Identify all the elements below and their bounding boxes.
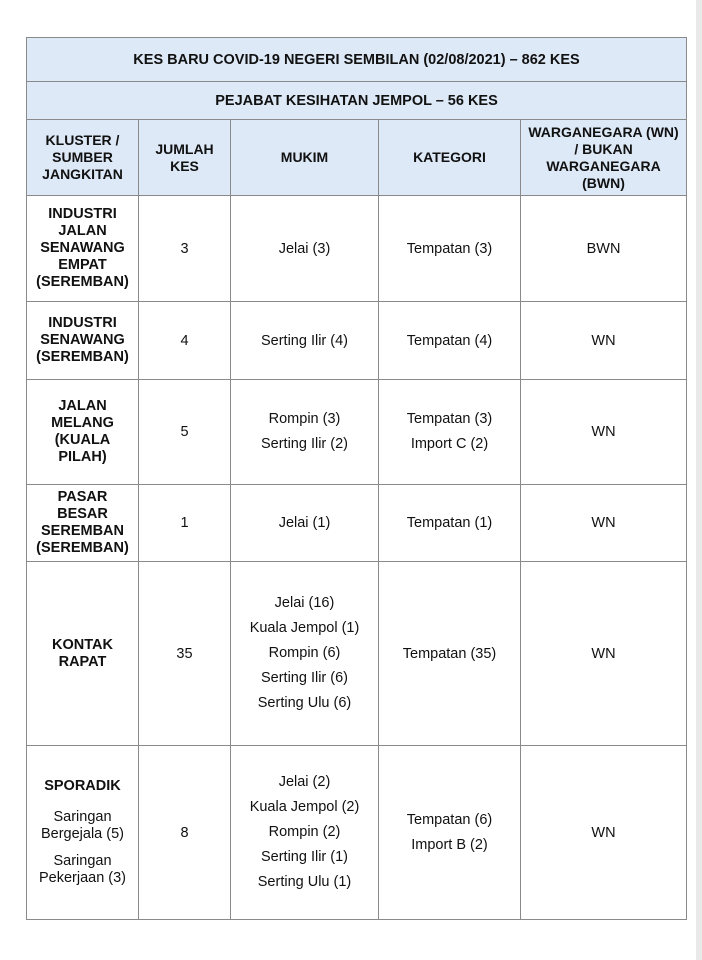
covid-cases-table [26, 37, 687, 920]
header-cluster-line: KLUSTER / [45, 132, 120, 148]
header-cluster-line: JANGKITAN [42, 166, 123, 182]
cluster-sub-line: Pekerjaan (3) [38, 870, 127, 886]
category-line: Import B (2) [411, 836, 488, 853]
mukim-line: Kuala Jempol (1) [249, 620, 360, 636]
cluster-line: JALAN [58, 398, 107, 414]
table-row [27, 485, 687, 562]
cluster-title: SPORADIK [44, 778, 121, 794]
cluster-line: (SEREMBAN) [36, 274, 129, 290]
citizen-cell: BWN [521, 196, 687, 302]
cluster-sub-line: Saringan [53, 809, 112, 825]
table-title: KES BARU COVID-19 NEGERI SEMBILAN (02/08/2021) – 862 KES [27, 38, 687, 82]
mukim-cell [231, 746, 379, 920]
category-line: Import C (2) [410, 436, 489, 452]
cluster-line: INDUSTRI [48, 206, 117, 222]
mukim-cell [231, 380, 379, 485]
mukim-cell: Serting Ilir (4) [231, 302, 379, 380]
total-cell: 5 [139, 380, 231, 485]
cluster-line: (KUALA [54, 432, 111, 448]
mukim-line: Rompin (6) [268, 645, 341, 661]
header-citizen-line: / BUKAN [574, 140, 633, 157]
category-cell: Tempatan (35) [379, 562, 521, 746]
page-edge-strip [696, 0, 702, 960]
header-citizen-line: WARGANEGARA (WN) [528, 123, 679, 140]
cluster-line: SEREMBAN [41, 523, 124, 539]
header-total-line: KES [170, 157, 199, 174]
citizen-cell: WN [521, 746, 687, 920]
category-cell: Tempatan (4) [379, 302, 521, 380]
category-cell [379, 746, 521, 920]
cluster-line: PILAH) [58, 449, 107, 465]
mukim-line: Serting Ilir (2) [260, 436, 349, 452]
total-cell: 35 [139, 562, 231, 746]
mukim-line: Rompin (2) [268, 824, 341, 840]
category-cell [379, 380, 521, 485]
mukim-line: Serting Ilir (1) [260, 849, 349, 865]
header-total [139, 120, 231, 196]
citizen-cell: WN [521, 380, 687, 485]
cluster-line: BESAR [57, 506, 108, 522]
total-cell: 8 [139, 746, 231, 920]
mukim-cell [231, 562, 379, 746]
table-row [27, 562, 687, 746]
citizen-cell: WN [521, 302, 687, 380]
header-citizen-line: (BWN) [582, 174, 625, 191]
mukim-line: Serting Ulu (1) [257, 874, 352, 890]
citizen-cell: WN [521, 485, 687, 562]
category-line: Tempatan (6) [406, 811, 493, 828]
cluster-cell [27, 302, 139, 380]
category-cell: Tempatan (3) [379, 196, 521, 302]
category-cell: Tempatan (1) [379, 485, 521, 562]
cluster-line: (SEREMBAN) [36, 349, 129, 365]
mukim-line: Serting Ilir (6) [260, 670, 349, 686]
mukim-line: Serting Ulu (6) [257, 695, 352, 711]
header-mukim: MUKIM [231, 120, 379, 196]
table-row [27, 196, 687, 302]
total-cell: 1 [139, 485, 231, 562]
cluster-cell [27, 196, 139, 302]
cluster-line: JALAN [58, 223, 107, 239]
mukim-line: Jelai (16) [274, 595, 335, 611]
header-citizen [521, 120, 687, 196]
cluster-cell [27, 746, 139, 920]
mukim-line: Jelai (2) [278, 774, 331, 790]
citizen-cell: WN [521, 562, 687, 746]
cluster-line: INDUSTRI [48, 315, 117, 331]
total-cell: 3 [139, 196, 231, 302]
cluster-line: KONTAK [52, 636, 113, 653]
table-row [27, 302, 687, 380]
cluster-sub-item [31, 809, 134, 843]
table-row [27, 380, 687, 485]
mukim-line: Kuala Jempol (2) [249, 799, 360, 815]
cluster-line: PASAR [57, 489, 108, 505]
header-total-line: JUMLAH [155, 140, 214, 157]
cluster-line: RAPAT [58, 653, 107, 670]
table-subtitle: PEJABAT KESIHATAN JEMPOL – 56 KES [27, 82, 687, 120]
header-cluster [27, 120, 139, 196]
table-row [27, 746, 687, 920]
cluster-line: EMPAT [58, 257, 107, 273]
cluster-sub-line: Bergejala (5) [40, 826, 124, 842]
mukim-cell: Jelai (1) [231, 485, 379, 562]
mukim-cell: Jelai (3) [231, 196, 379, 302]
cluster-line: SENAWANG [40, 240, 125, 256]
cluster-line: SENAWANG [40, 332, 125, 348]
cluster-cell [27, 562, 139, 746]
mukim-line: Rompin (3) [268, 411, 341, 427]
category-line: Tempatan (3) [406, 411, 493, 427]
total-cell: 4 [139, 302, 231, 380]
cluster-cell [27, 485, 139, 562]
cluster-line: MELANG [51, 415, 114, 431]
cluster-cell [27, 380, 139, 485]
header-citizen-line: WARGANEGARA [546, 157, 661, 174]
cluster-sub-line: Saringan [53, 853, 112, 869]
header-category: KATEGORI [379, 120, 521, 196]
cluster-line: (SEREMBAN) [36, 540, 129, 556]
header-cluster-line: SUMBER [52, 149, 113, 165]
cluster-sub-item [31, 853, 134, 887]
